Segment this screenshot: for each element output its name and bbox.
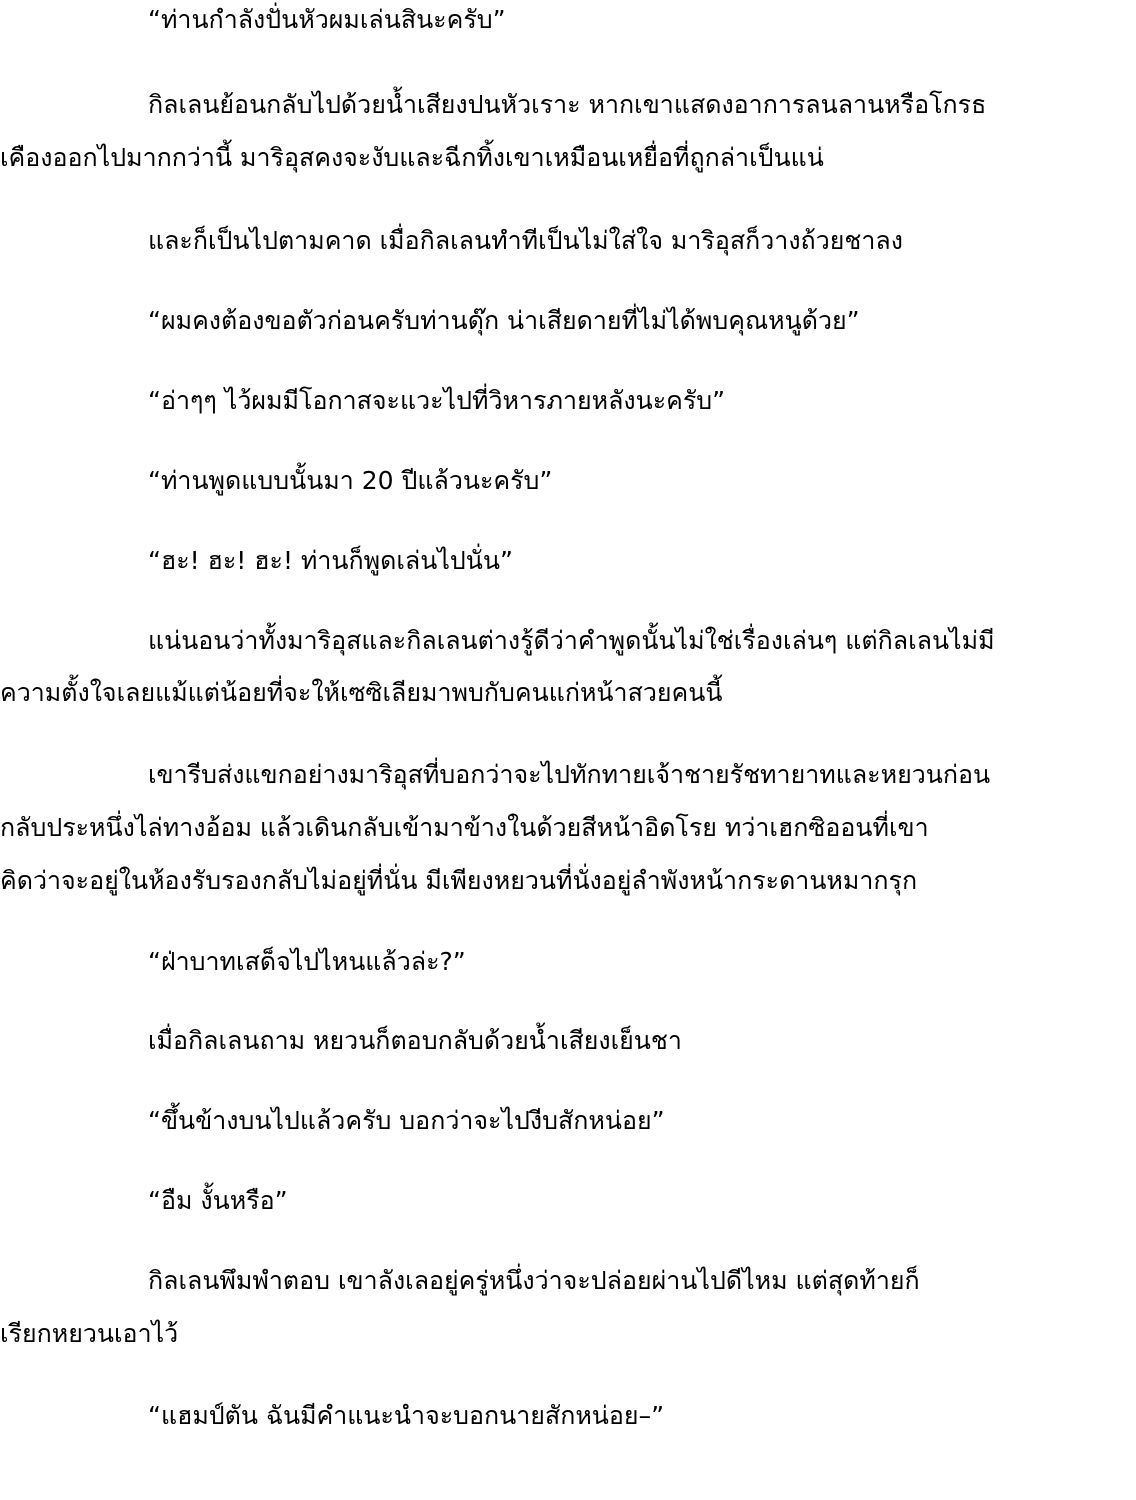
paragraph-10-line-1: “ฝ่าบาทเสด็จไปไหนแล้วล่ะ?”: [148, 947, 466, 976]
paragraph-2-line-1: กิลเลนย้อนกลับไปด้วยน้ำเสียงปนหัวเราะ หากเขาแสดงอาการลนลานหรือโกรธ: [148, 90, 987, 119]
paragraph-6-line-1: “ท่านพูดแบบนั้นมา 20 ปีแล้วนะครับ”: [148, 466, 553, 495]
paragraph-4-line-1: “ผมคงต้องขอตัวก่อนครับท่านดุ๊ก น่าเสียดายที่ไม่ได้พบคุณหนูด้วย”: [148, 306, 860, 335]
paragraph-7-line-1: “ฮะ! ฮะ! ฮะ! ท่านก็พูดเล่นไปนั่น”: [148, 546, 513, 575]
paragraph-8-line-2: ความตั้งใจเลยแม้แต่น้อยที่จะให้เซซิเลียมาพบกับคนแก่หน้าสวยคนนี้: [0, 678, 723, 707]
paragraph-14-line-1: กิลเลนพึมพำตอบ เขาลังเลอยู่ครู่หนึ่งว่าจะปล่อยผ่านไปดีไหม แต่สุดท้ายก็: [148, 1266, 920, 1295]
paragraph-9-line-3: คิดว่าจะอยู่ในห้องรับรองกลับไม่อยู่ที่นั่น มีเพียงหยวนที่นั่งอยู่ลำพังหน้ากระดานหมากรุก: [0, 866, 918, 895]
paragraph-13-line-1: “อืม งั้นหรือ”: [148, 1186, 288, 1215]
paragraph-9-line-1: เขารีบส่งแขกอย่างมาริอุสที่บอกว่าจะไปทักทายเจ้าชายรัชทายาทและหยวนก่อน: [148, 760, 991, 789]
paragraph-15-line-1: “แฮมป์ตัน ฉันมีคำแนะนำจะบอกนายสักหน่อย–”: [148, 1401, 665, 1430]
paragraph-11-line-1: เมื่อกิลเลนถาม หยวนก็ตอบกลับด้วยน้ำเสียงเย็นชา: [148, 1026, 682, 1055]
paragraph-1-line-1: “ท่านกำลังปั่นหัวผมเล่นสินะครับ”: [148, 5, 506, 34]
paragraph-3-line-1: และก็เป็นไปตามคาด เมื่อกิลเลนทำทีเป็นไม่ใส่ใจ มาริอุสก็วางถ้วยชาลง: [148, 226, 903, 255]
paragraph-2-line-2: เคืองออกไปมากกว่านี้ มาริอุสคงจะงับและฉีกทิ้งเขาเหมือนเหยื่อที่ถูกล่าเป็นแน่: [0, 143, 824, 172]
paragraph-8-line-1: แน่นอนว่าทั้งมาริอุสและกิลเลนต่างรู้ดีว่าคำพูดนั้นไม่ใช่เรื่องเล่นๆ แต่กิลเลนไม่มี: [148, 626, 995, 655]
paragraph-9-line-2: กลับประหนึ่งไล่ทางอ้อม แล้วเดินกลับเข้ามาข้างในด้วยสีหน้าอิดโรย ทว่าเฮกซิออนที่เขา: [0, 813, 929, 842]
paragraph-5-line-1: “อ่าๆๆ ไว้ผมมีโอกาสจะแวะไปที่วิหารภายหลังนะครับ”: [148, 386, 726, 415]
paragraph-12-line-1: “ขึ้นข้างบนไปแล้วครับ บอกว่าจะไปงีบสักหน่อย”: [148, 1106, 665, 1135]
paragraph-14-line-2: เรียกหยวนเอาไว้: [0, 1319, 179, 1348]
